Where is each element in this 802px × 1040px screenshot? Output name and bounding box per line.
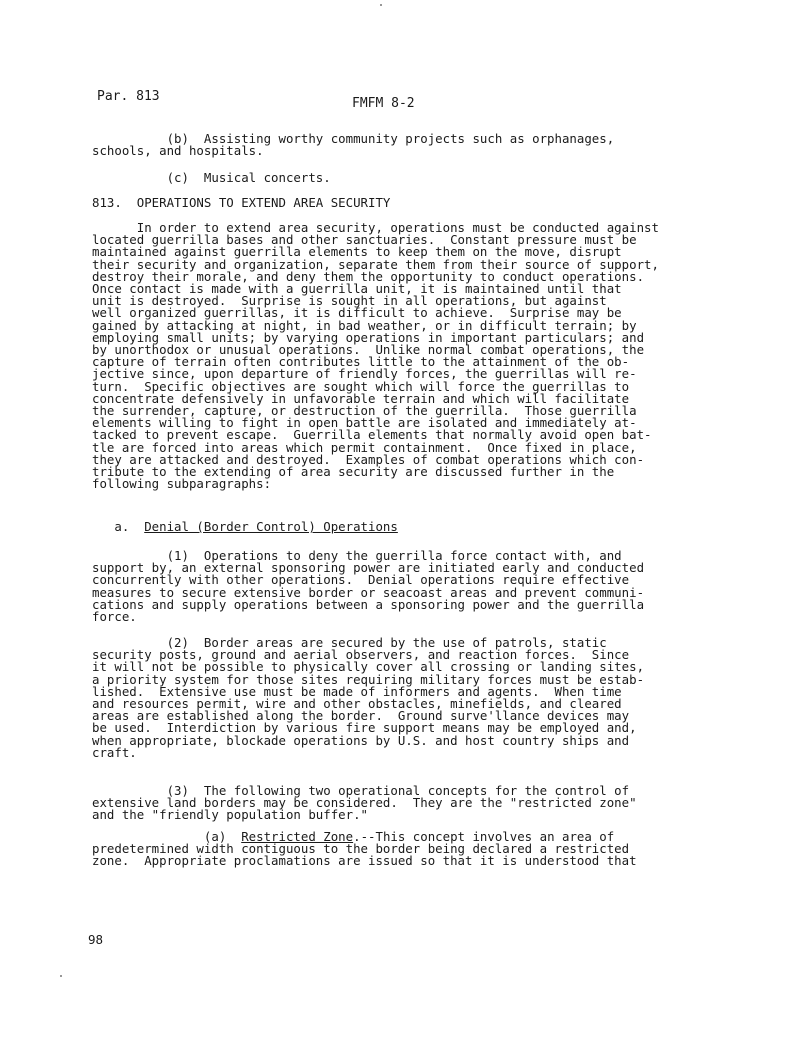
text-line: Once contact is made with a guerrilla unit, it is maintained until that	[92, 281, 622, 297]
text-line: (2) Border areas are secured by the use of patrols, static	[92, 635, 607, 650]
text-line: lished. Extensive use must be made of informers and agents. When time	[92, 683, 622, 699]
text-line: cations and supply operations between a sponsoring power and the guerrilla	[92, 596, 645, 612]
text-line: gained by attacking at night, in bad weather, or in difficult terrain; by	[92, 317, 637, 333]
text-line: areas are established along the border. Ground surve'llance devices may	[92, 708, 630, 724]
text-line: (1) Operations to deny the guerrilla force contact with, and	[92, 548, 622, 563]
text-line: security posts, ground and aerial observers, and reaction forces. Since	[92, 647, 630, 663]
text-line: be used. Interdiction by various fire support means may be employed and,	[92, 720, 637, 736]
text-line: tribute to the extending of area security are discussed further in the	[92, 464, 615, 480]
scan-speck	[60, 975, 62, 977]
paragraph-1	[92, 550, 692, 623]
text-line: it will not be possible to physically cover all crossing or landing sites,	[92, 659, 645, 675]
text-line: tle are forced into areas which permit containment. Once fixed in place,	[92, 439, 637, 455]
text-line: capture of terrain often contributes little to the attainment of the ob-	[92, 354, 630, 370]
text-line: (3) The following two operational concepts for the control of	[92, 783, 630, 798]
text-line: and the "friendly population buffer."	[92, 807, 369, 823]
text-line: a priority system for those sites requiring military forces must be estab-	[92, 671, 645, 687]
list-item-c: (c) Musical concerts.	[92, 170, 331, 185]
text-line: their security and organization, separate them from their source of support,	[92, 256, 659, 272]
text-line: following subparagraphs:	[92, 476, 272, 492]
paragraph-reference: Par. 813	[97, 89, 160, 104]
text-line: elements willing to fight in open battle are isolated and immediately at-	[92, 415, 637, 431]
text-line: jective since, upon departure of friendly forces, the guerrillas will re-	[92, 366, 637, 382]
text-line: by unorthodox or unusual operations. Unlike normal combat operations, the	[92, 342, 645, 358]
text-line: craft.	[92, 744, 137, 760]
text-line: destroy their morale, and deny them the opportunity to conduct operations.	[92, 268, 645, 284]
text-line: located guerrilla bases and other sanctuaries. Constant pressure must be	[92, 232, 637, 248]
text-line: and resources permit, wire and other obstacles, minefields, and cleared	[92, 696, 622, 712]
paragraph-3	[92, 785, 692, 822]
text-line: concurrently with other operations. Denial operations require effective	[92, 572, 630, 588]
text-line: they are attacked and destroyed. Examples of combat operations which con-	[92, 451, 645, 467]
page-number: 98	[88, 932, 104, 947]
text-line: employing small units; by varying operations in important particulars; and	[92, 329, 645, 345]
subsection-title: Denial (Border Control) Operations	[144, 519, 398, 534]
text-line: maintained against guerrilla elements to keep them on the move, disrupt	[92, 244, 622, 260]
section-heading: 813. OPERATIONS TO EXTEND AREA SECURITY	[92, 195, 391, 210]
text-line: support by, an external sponsoring power are initiated early and conducted	[92, 560, 645, 576]
paragraph-2	[92, 637, 692, 759]
text-line: In order to extend area security, operations must be conducted against	[92, 220, 659, 235]
paragraph-restricted-zone: (a) Restricted Zone.--This concept involves an area of predetermined width contiguous to the border being declared a restricted zone. Appropriate proclamations are issued so that it is understood that	[92, 829, 637, 869]
text-line: unit is destroyed. Surprise is sought in all operations, but against	[92, 293, 607, 309]
text-line: extensive land borders may be considered. They are the "restricted zone"	[92, 795, 637, 811]
subsection-heading: a. Denial (Border Control) Operations	[92, 519, 398, 534]
text-line: the surrender, capture, or destruction of the guerrilla. Those guerrilla	[92, 403, 637, 419]
manual-designation: FMFM 8-2	[352, 96, 415, 111]
text-line: well organized guerrillas, it is difficult to achieve. Surprise may be	[92, 305, 622, 321]
text-line: tacked to prevent escape. Guerrilla elements that normally avoid open bat-	[92, 427, 652, 443]
text-line: concentrate defensively in unfavorable terrain and which will facilitate	[92, 390, 630, 406]
text-line: when appropriate, blockade operations by U.S. and host country ships and	[92, 732, 630, 748]
text-line: force.	[92, 609, 137, 625]
restricted-zone-term: Restricted Zone	[241, 829, 354, 844]
text-line: turn. Specific objectives are sought which will force the guerrillas to	[92, 378, 630, 394]
text-line: measures to secure extensive border or seacoast areas and prevent communi-	[92, 584, 645, 600]
intro-paragraph	[92, 222, 692, 490]
scan-speck	[380, 4, 382, 6]
list-item-b: (b) Assisting worthy community projects such as orphanages, schools, and hospitals.	[92, 131, 615, 159]
